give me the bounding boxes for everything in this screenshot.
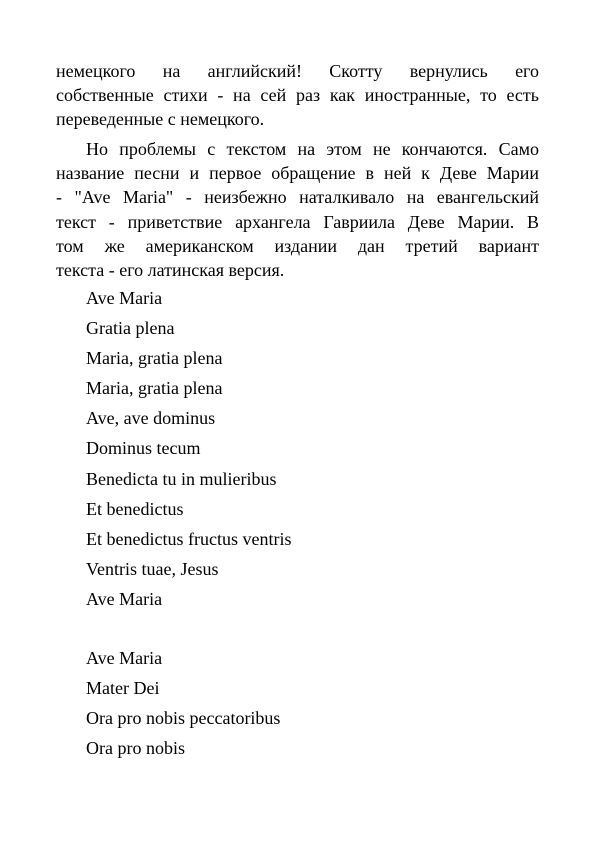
verse-line: Et benedictus fructus ventris [86, 528, 292, 549]
paragraph-line: собственные стихи - на сей раз как иностранные, то есть [56, 85, 539, 106]
paragraph-line: название песни и первое обращение в ней к Деве Марии [56, 163, 539, 184]
verse-line: Ora pro nobis peccatoribus [86, 708, 281, 729]
verse-line: Gratia plena [86, 318, 175, 339]
paragraph-line: текста - его латинская версия. [56, 260, 285, 281]
verse-line: Ave, ave dominus [86, 408, 216, 429]
verse-line: Ave Maria [86, 648, 163, 668]
verse-line: Benedicta tu in mulieribus [86, 468, 277, 489]
paragraph-line: текст - приветствие архангела Гавриила Деве Марии. В [56, 211, 539, 232]
verse-line: Ora pro nobis [86, 738, 185, 759]
verse-line: Et benedictus [86, 498, 184, 519]
verse-line: Ventris tuae, Jesus [86, 558, 219, 579]
paragraph-line: - "Ave Maria" - неизбежно наталкивало на евангельский [56, 187, 539, 208]
latin-verse-stanza-1 [86, 283, 291, 614]
paragraph-continuation [56, 59, 539, 132]
paragraph-line: Но проблемы с текстом на этом не кончаются. Само [86, 139, 539, 159]
latin-verse-stanza-2 [86, 643, 280, 763]
paragraph-line: немецкого на английский! Скотту вернулись его [56, 61, 539, 81]
verse-line: Ave Maria [86, 588, 163, 609]
verse-line: Mater Dei [86, 678, 160, 699]
verse-line: Ave Maria [86, 288, 163, 308]
paragraph-line: переведенные с немецкого. [56, 109, 265, 130]
verse-line: Maria, gratia plena [86, 348, 223, 369]
paragraph-line: том же американском издании дан третий вариант [56, 235, 539, 256]
paragraph-latin-intro [56, 137, 539, 282]
verse-line: Dominus tecum [86, 438, 201, 459]
verse-line: Maria, gratia plena [86, 378, 223, 399]
